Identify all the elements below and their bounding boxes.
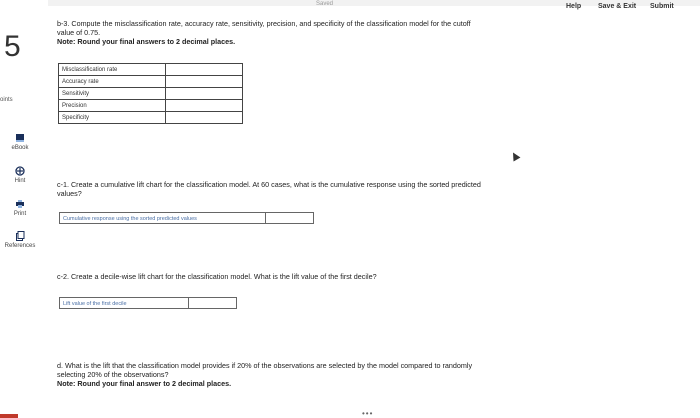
sidebar [0,0,48,418]
printer-icon [15,199,25,209]
sensitivity-input[interactable] [166,88,243,100]
table-row [59,76,243,88]
specificity-input[interactable] [166,112,243,124]
d-prompt-line1: d. What is the lift that the classification model provides if 20% of the observations are selected by the model compared to randomly [57,361,473,370]
submit-link[interactable]: Submit [650,3,674,10]
references-tool[interactable] [0,231,40,249]
c1-answer-row [59,212,313,224]
top-strip [0,0,700,6]
save-exit-link[interactable]: Save & Exit [598,3,637,10]
print-tool[interactable] [0,199,40,217]
print-label: Print [13,211,27,217]
precision-input[interactable] [166,100,243,112]
points-label: oints [0,97,13,103]
hint-label: Hint [14,178,26,184]
hint-tool[interactable] [0,166,40,184]
row-label: Precision [59,100,166,112]
c2-field-label: Lift value of the first decile [63,301,127,307]
c2-prompt: c-2. Create a decile-wise lift chart for the classification model. What is the lift value of the first decile? [57,272,377,281]
mouse-cursor-icon [510,151,521,162]
table-row [59,64,243,76]
b3-prompt-line2: value of 0.75. [57,28,101,37]
b3-prompt-line1: b-3. Compute the misclassification rate, accuracy rate, sensitivity, precision, and specificity of the classification model for the cutoff [57,19,471,28]
row-label: Accuracy rate [59,76,166,88]
c2-answer-row [59,297,236,309]
progress-marker [0,414,18,418]
table-row [59,100,243,112]
ebook-tool[interactable] [0,133,40,151]
d-note: Note: Round your final answer to 2 decimal places. [57,379,232,388]
b3-prompt [57,19,577,46]
c1-prompt [57,180,577,198]
references-label: References [4,243,36,249]
c1-field-label: Cumulative response using the sorted predicted values [63,216,197,222]
d-prompt-line2: selecting 20% of the observations? [57,370,169,379]
table-row [59,88,243,100]
question-number: 5 [4,30,21,63]
cumulative-response-input[interactable] [265,212,314,224]
more-dots: ••• [362,409,374,418]
ebook-label: eBook [11,145,29,151]
row-label: Sensitivity [59,88,166,100]
references-icon [15,231,25,241]
help-link[interactable]: Help [566,3,582,10]
row-label: Misclassification rate [59,64,166,76]
d-prompt [57,361,577,388]
b3-note: Note: Round your final answers to 2 decimal places. [57,37,236,46]
b3-answer-table [58,63,243,124]
hint-icon [15,166,25,176]
c1-prompt-line2: values? [57,189,82,198]
lift-value-input[interactable] [188,297,237,309]
saved-status: Saved [316,1,334,7]
accuracy-rate-input[interactable] [166,76,243,88]
c1-prompt-line1: c-1. Create a cumulative lift chart for the classification model. At 60 cases, what is the cumulative response using the sorted predicted [57,180,481,189]
misclassification-rate-input[interactable] [166,64,243,76]
book-icon [15,133,25,143]
row-label: Specificity [59,112,166,124]
table-row [59,112,243,124]
